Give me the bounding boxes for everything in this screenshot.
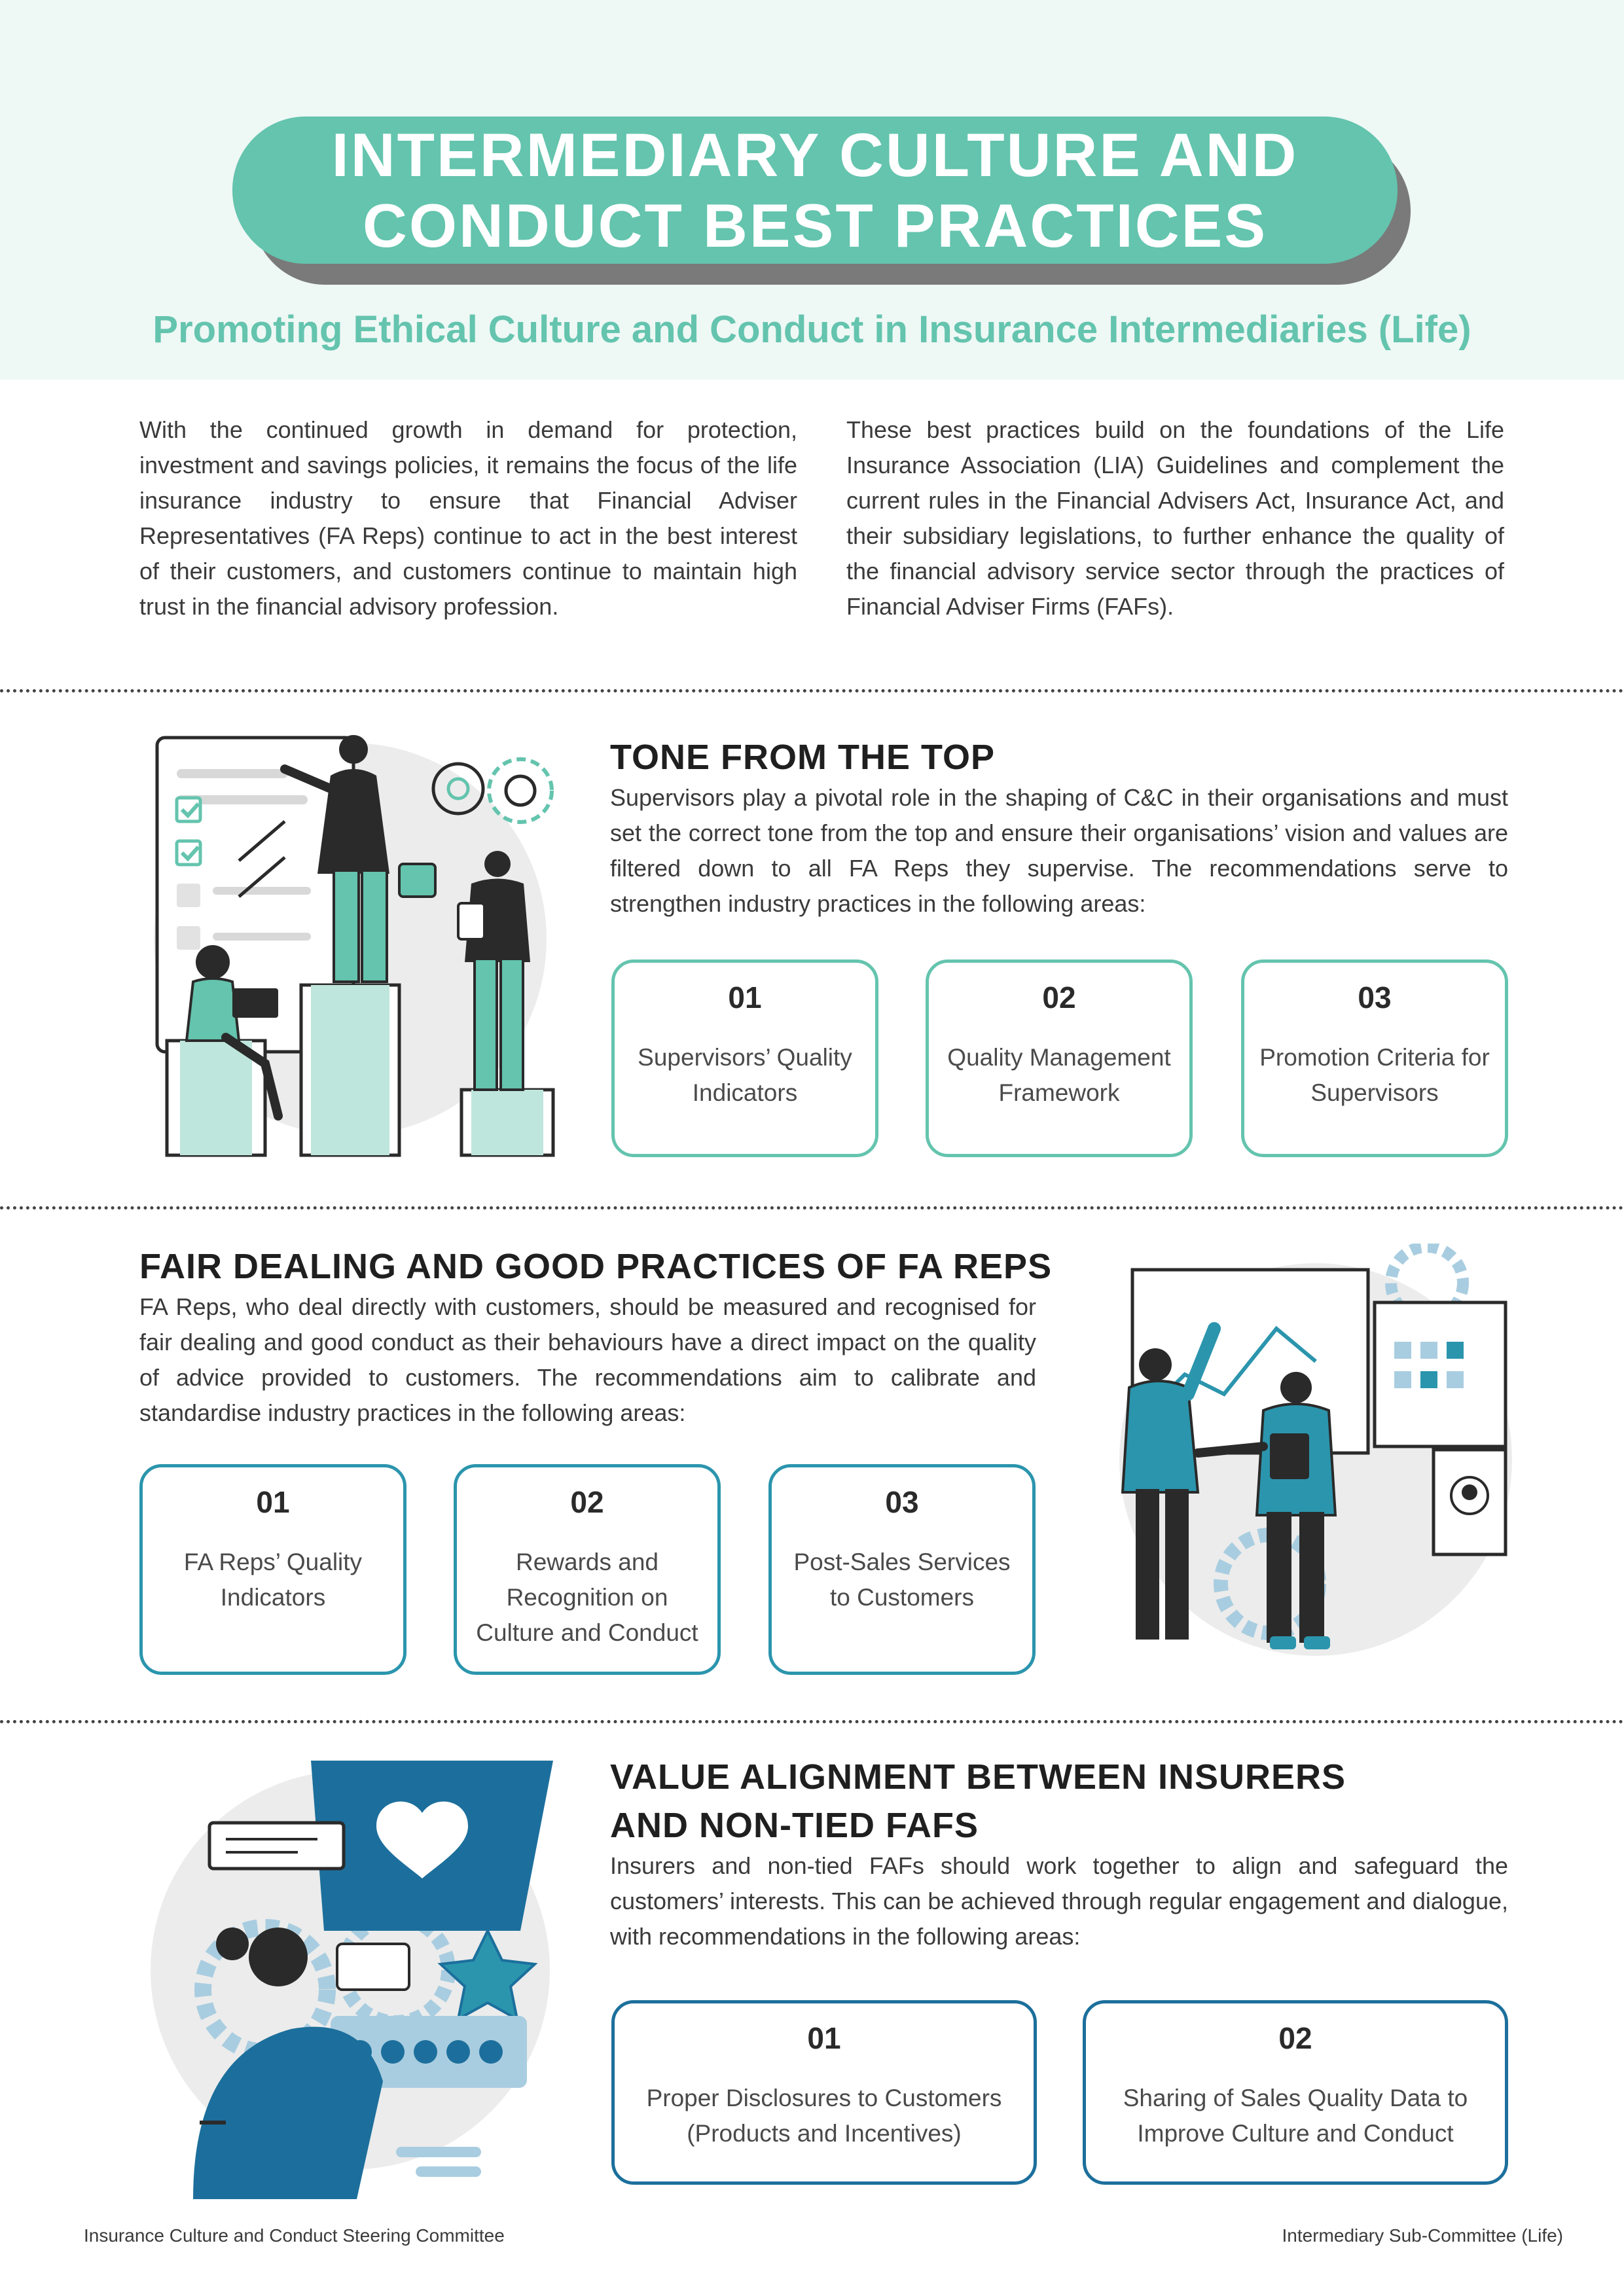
footer-left: Insurance Culture and Conduct Steering Committee <box>84 2225 505 2246</box>
card-label: Sharing of Sales Quality Data to Improve Culture and Conduct <box>1123 2085 1468 2147</box>
card-tone-02 <box>926 960 1193 1157</box>
card-value-01 <box>611 2000 1037 2185</box>
intro-left-paragraph: With the continued growth in demand for protection, investment and savings policies, it remains the focus of the life insurance industry to ensure that Financial Adviser Representatives (FA Reps) continue to act in the best interest of their customers, and customers continue to maintain high trust in the financial advisory profession. <box>139 416 797 620</box>
section-title-value-line-2: AND NON-TIED FAFS <box>610 1806 979 1845</box>
section-body-fair: FA Reps, who deal directly with customers, should be measured and recognised for fair dealing and good conduct as their behaviours have a direct impact on the quality of advice provided to customers. The recommendations aim to calibrate and standardise industry practices in the following areas: <box>139 1293 1036 1426</box>
card-label: Supervisors’ Quality Indicators <box>638 1044 852 1106</box>
card-value-02 <box>1083 2000 1508 2185</box>
card-number: 01 <box>728 980 762 1014</box>
card-label: Promotion Criteria for Supervisors <box>1259 1044 1490 1106</box>
card-label: Post-Sales Services to Customers <box>793 1549 1011 1611</box>
supervisors-illustration <box>134 723 579 1168</box>
footer-right: Intermediary Sub-Committee (Life) <box>1282 2225 1563 2246</box>
customer-feedback-illustration <box>134 1754 579 2199</box>
card-number: 03 <box>1358 980 1392 1014</box>
intro-right-paragraph: These best practices build on the foundations of the Life Insurance Association (LIA) Guidelines and complement the current rules in the Financial Advisers Act, Insurance Act, and their subsidiary legislations, to further enhance the quality of the financial advisory service sector through the practices of Financial Adviser Firms (FAFs). <box>846 416 1504 620</box>
card-fair-03 <box>768 1464 1036 1675</box>
card-label: Rewards and Recognition on Culture and Conduct <box>476 1549 698 1646</box>
title-line-2: CONDUCT BEST PRACTICES <box>362 190 1268 260</box>
card-label: Proper Disclosures to Customers (Products and Incentives) <box>646 2085 1002 2147</box>
card-label: Quality Management Framework <box>947 1044 1171 1106</box>
card-fair-02 <box>454 1464 721 1675</box>
section-divider <box>0 689 1624 692</box>
handshake-illustration <box>1074 1244 1519 1689</box>
card-number: 01 <box>256 1485 290 1519</box>
card-number: 02 <box>1278 2021 1312 2055</box>
card-tone-01 <box>611 960 878 1157</box>
card-number: 02 <box>1042 980 1076 1014</box>
card-number: 03 <box>885 1485 919 1519</box>
section-divider <box>0 1720 1624 1723</box>
title-banner <box>232 117 1398 264</box>
section-title-value <box>610 1753 1346 1850</box>
card-label: FA Reps’ Quality Indicators <box>183 1549 363 1611</box>
section-divider <box>0 1206 1624 1210</box>
page-subtitle: Promoting Ethical Culture and Conduct in Insurance Intermediaries (Life) <box>153 308 1471 351</box>
section-body-value: Insurers and non-tied FAFs should work together to align and safeguard the customers’ interests. This can be achieved through regular engagement and dialogue, with recommendations in the following areas: <box>610 1852 1508 1950</box>
card-number: 01 <box>807 2021 841 2055</box>
card-tone-03 <box>1241 960 1508 1157</box>
section-body-tone: Supervisors play a pivotal role in the shaping of C&C in their organisations and must set the correct tone from the top and ensure their organisations’ vision and values are filtered down to all FA Reps they supervise. The recommendations serve to strengthen industry practices in the following areas: <box>610 784 1508 917</box>
section-title-value-line-1: VALUE ALIGNMENT BETWEEN INSURERS <box>610 1757 1346 1797</box>
section-title-fair: FAIR DEALING AND GOOD PRACTICES OF FA REPS <box>139 1247 1053 1286</box>
title-line-1: INTERMEDIARY CULTURE AND <box>331 120 1299 189</box>
page-title <box>332 120 1299 261</box>
card-number: 02 <box>570 1485 604 1519</box>
card-fair-01 <box>139 1464 406 1675</box>
section-title-tone: TONE FROM THE TOP <box>610 738 996 777</box>
